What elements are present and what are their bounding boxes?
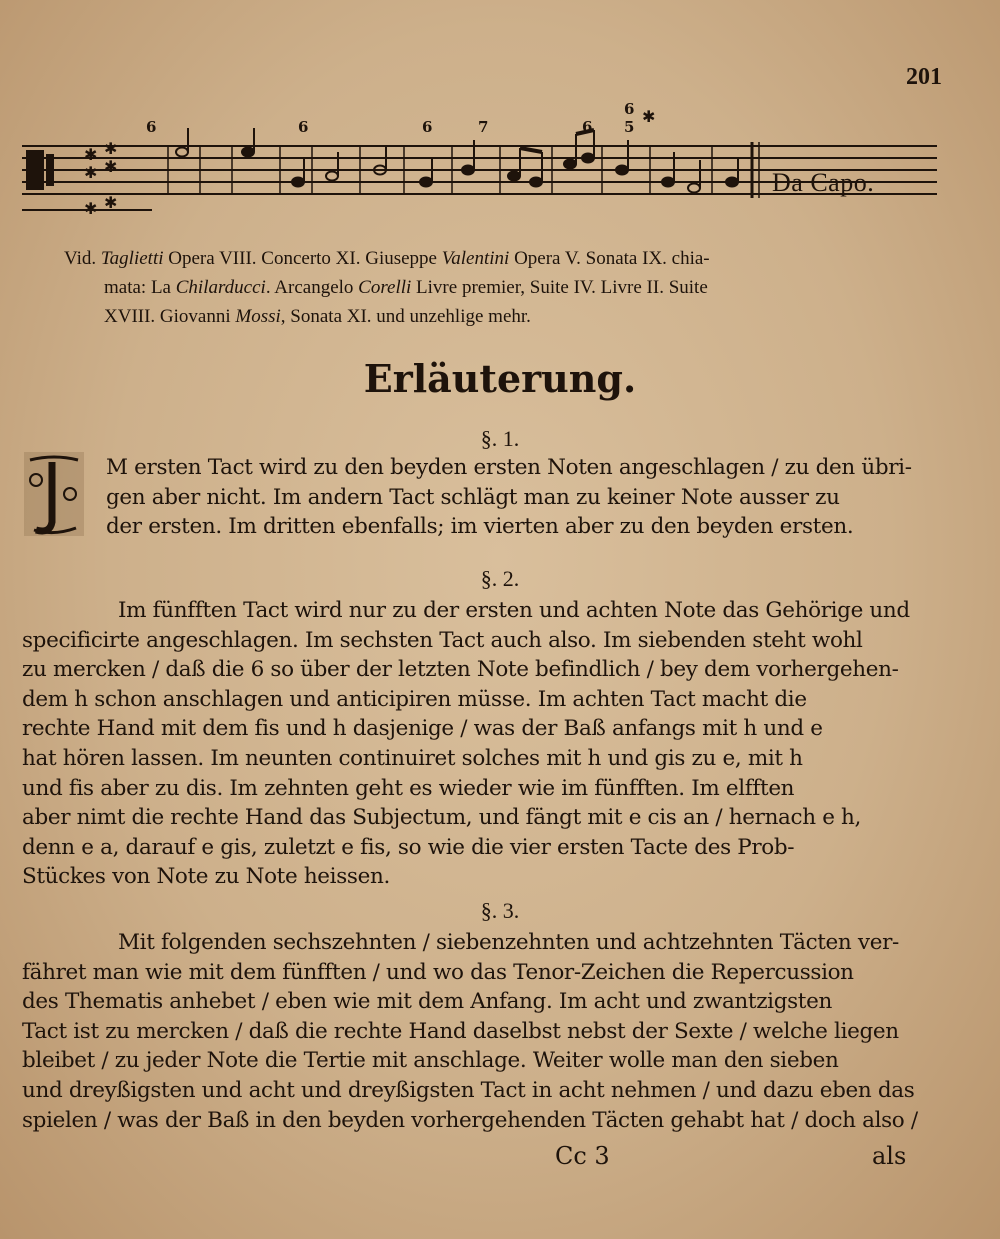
ref-text: , Sonata XI. und unzehlige mehr. [280, 306, 531, 327]
text-line: Im fünfften Tact wird nur zu der ersten und achten Note das Gehörige und [118, 598, 910, 623]
text-line: spielen / was der Baß in den beyden vorhergehenden Täcten gehabt hat / doch also / [22, 1107, 918, 1133]
ref-text: . Arcangelo [265, 277, 359, 298]
references [64, 244, 944, 331]
da-capo-label: Da Capo. [772, 168, 875, 197]
text-line: aber nimt die rechte Hand das Subjectum, und fängt mit e cis an / hernach e h, [22, 805, 862, 831]
text-line: des Thematis anhebet / eben wie mit dem Anfang. Im acht und zwantzigsten [22, 989, 832, 1015]
ref-name: Mossi [235, 306, 281, 327]
figure-6: 6 [146, 118, 157, 136]
section-label: §. 2. [480, 566, 520, 591]
catchword: als [872, 1142, 907, 1170]
svg-text:✱: ✱ [84, 163, 98, 182]
text-line: rechte Hand mit dem fis und h dasjenige / was der Baß anfangs mit h und e [22, 716, 823, 742]
ref-text: Livre premier, Suite IV. Livre II. Suite [411, 277, 708, 298]
figure-6: 6 [582, 118, 593, 136]
page-number: 201 [906, 64, 942, 90]
page-heading: Erläuterung. [363, 356, 637, 401]
ref-name: Taglietti [100, 248, 164, 269]
section-label: §. 3. [480, 898, 520, 923]
text-line: M ersten Tact wird zu den beyden ersten Noten angeschlagen / zu den übri- [106, 455, 912, 480]
text-line: der ersten. Im dritten ebenfalls; im vierten aber zu den beyden ersten. [106, 514, 854, 540]
sharp-figure-icon [642, 107, 655, 126]
ref-name: Corelli [358, 277, 412, 298]
text-line: zu mercken / daß die 6 so über der letzten Note befindlich / bey dem vorhergehen- [22, 657, 899, 683]
figure-5: 5 [624, 118, 635, 136]
figure-6: 6 [298, 118, 309, 136]
text-line: specificirte angeschlagen. Im sechsten Tact auch also. Im siebenden steht wohl [22, 627, 863, 653]
section-1-text [22, 453, 937, 542]
text-line: gen aber nicht. Im andern Tact schlägt man zu keiner Note ausser zu [106, 484, 840, 510]
text-line: dem h schon anschlagen und anticipiren müsse. Im achten Tact macht die [22, 686, 807, 712]
svg-text:✱: ✱ [104, 193, 118, 212]
svg-text:✱: ✱ [84, 145, 98, 164]
section-label: §. 1. [480, 426, 520, 451]
ref-text: Vid. [64, 248, 101, 269]
text-line: hat hören lassen. Im neunten continuiret solches mit h und gis zu e, mit h [22, 745, 803, 771]
ref-text: Opera VIII. Concerto XI. Giuseppe [163, 248, 442, 269]
svg-text:✱: ✱ [642, 107, 656, 126]
section-3-text [22, 928, 937, 1135]
ref-name: Chilarducci [175, 277, 266, 298]
text-line: und dreyßigsten und acht und dreyßigsten Tact in acht nehmen / und dazu eben das [22, 1077, 915, 1103]
svg-text:✱: ✱ [104, 139, 118, 158]
text-line: bleibet / zu jeder Note die Tertie mit anschlage. Weiter wolle man den sieben [22, 1048, 839, 1074]
ref-name: Valentini [441, 248, 510, 269]
figure-7: 7 [478, 118, 489, 136]
figure-6: 6 [422, 118, 433, 136]
figure-6: 6 [624, 100, 635, 118]
bass-clef-icon [26, 150, 54, 190]
reference-line [64, 244, 944, 273]
text-line: fähret man wie mit dem fünfften / und wo das Tenor-Zeichen die Repercussion [22, 959, 854, 985]
ref-text: XVIII. Giovanni [104, 306, 236, 327]
text-line: Stückes von Note zu Note heissen. [22, 864, 390, 890]
ref-text: mata: La [104, 277, 176, 298]
ref-text: Opera V. Sonata IX. chia- [509, 248, 710, 269]
text-line: Tact ist zu mercken / daß die rechte Hand daselbst nebst der Sexte / welche liegen [22, 1018, 899, 1044]
svg-text:✱: ✱ [84, 199, 98, 218]
text-line: und fis aber zu dis. Im zehnten geht es wieder wie im fünfften. Im elfften [22, 775, 795, 801]
text-line: Mit folgenden sechszehnten / siebenzehnten und achtzehnten Täcten ver- [118, 930, 899, 955]
text-line: denn e a, darauf e gis, zuletzt e fis, so wie die vier ersten Tacte des Prob- [22, 834, 795, 860]
reference-line [64, 273, 944, 302]
reference-line [64, 302, 944, 331]
music-staff [22, 100, 942, 220]
svg-text:✱: ✱ [104, 157, 118, 176]
signature-mark: Cc 3 [555, 1142, 610, 1170]
sharp-signs-icon [84, 139, 117, 218]
section-2-text [22, 596, 937, 892]
